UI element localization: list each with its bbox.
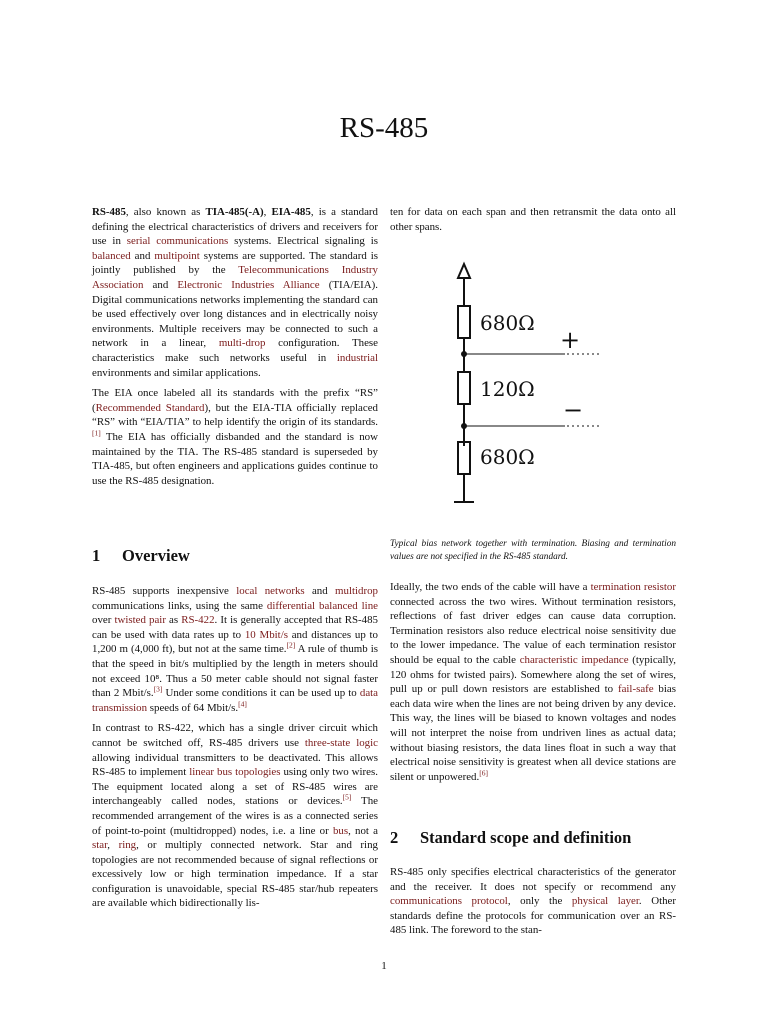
text-run: . It is generally accepted that RS-485 can be used with data rates up to	[92, 614, 378, 641]
text-run: using only two wires. The equipment located along a set of RS-485 wires are interchangeably called nodes, stations or devices.	[92, 766, 378, 808]
bold-term: TIA-485(-A)	[205, 206, 264, 218]
text-run: RS-485 only specifies electrical characteristics of the generator and the receiver. It does not specify or recommend any	[390, 866, 676, 893]
wiki-link[interactable]: physical layer	[571, 895, 639, 908]
citation-link[interactable]: [3]	[153, 684, 163, 694]
section-title: Overview	[122, 546, 190, 565]
text-run: and	[143, 278, 178, 291]
wiki-link[interactable]: multi-drop	[218, 337, 266, 350]
text-run: A rule of thumb is that the speed in bit/s multiplied by the length in meters should not exceed 10⁸. Thus a 50 meter cable should not signal faster than 2 Mbit/s.	[92, 643, 378, 700]
intro-column	[92, 205, 378, 494]
text-run: (typically, 120 ohms for twisted pairs). Somewhere along the set of wires, pull up or pull down resistors are established to	[390, 653, 676, 696]
text-run: ,	[107, 839, 119, 852]
wiki-link[interactable]: three-state logic	[304, 736, 378, 749]
text-run: over	[92, 614, 115, 627]
overview-paragraph-1	[92, 584, 378, 715]
text-run: , is a standard defining the electrical characteristics of drivers and receivers for use in	[92, 206, 378, 248]
text-run: , also known as	[125, 206, 206, 218]
section-heading-scope	[390, 828, 631, 848]
wiki-link[interactable]: multidrop	[335, 585, 378, 597]
plus-label: +	[560, 326, 581, 354]
bold-term: EIA-485	[271, 206, 311, 218]
wiki-link[interactable]: data transmission	[92, 687, 379, 714]
citation-link[interactable]: [2]	[286, 640, 296, 650]
text-run: (TIA/EIA). Digital communications networks implementing the standard can be used effectively over long distances and in electrically noisy environments. Multiple receivers may be connected to such a network in a linear,	[92, 278, 379, 350]
wiki-link[interactable]: RS-422	[181, 614, 215, 627]
text-run: systems are supported. The standard is jointly published by the	[92, 249, 379, 277]
wiki-link[interactable]: characteristic impedance	[519, 653, 629, 666]
wiki-link[interactable]: Recommended Standard	[95, 401, 205, 414]
resistor-top	[458, 306, 470, 338]
resistor-bottom-label: 680Ω	[480, 445, 535, 469]
text-run: , not a	[348, 824, 378, 837]
intro-paragraph-2	[92, 386, 378, 488]
wiki-link[interactable]: communications protocol	[390, 895, 508, 908]
text-run: ten for data on each span and then retransmit the data onto all other spans.	[390, 206, 676, 233]
text-run: ,	[263, 206, 272, 218]
resistor-middle	[458, 372, 470, 404]
text-run: systems. Electrical signaling is	[228, 235, 378, 248]
text-run: The recommended arrangement of the wires is as a connected series of point-to-point (multidropped) nodes, i.e. a line or	[92, 795, 378, 837]
wiki-link[interactable]: Telecommunications Industry Association	[92, 264, 379, 291]
text-run: speeds of 64 Mbit/s.	[147, 701, 239, 714]
text-run: configuration. These characteristics make such networks useful in	[92, 337, 378, 364]
section-number: 1	[92, 546, 101, 565]
wiki-link[interactable]: fail-safe	[617, 683, 654, 696]
scope-column	[390, 865, 676, 944]
wiki-link[interactable]: industrial	[336, 351, 378, 364]
text-run: Ideally, the two ends of the cable will have a	[390, 581, 591, 593]
text-run: , or multiply connected network. Star and ring topologies are not recommended because of signal reflections or excessively low or high termination impedance. If a star configuration is unavoidable, special RS-485 star/hub repeaters are available which bidirectionally lis-	[92, 839, 378, 910]
wiki-link[interactable]: bus	[332, 824, 349, 837]
resistor-bottom	[458, 442, 470, 474]
figure-caption: Typical bias network together with termination. Biasing and termination values are not specified in the RS-485 standard.	[390, 539, 676, 562]
minus-label: −	[563, 396, 584, 424]
text-run: . Other standards define the protocols for communication over an RS-485 link. The foreword to the stan-	[390, 895, 676, 937]
intro-paragraph-1	[92, 205, 378, 380]
citation-link[interactable]: [4]	[238, 699, 247, 709]
text-run: ), but the EIA-TIA officially replaced “RS” with “EIA/TIA” to help identify the origin of its standards.	[92, 401, 378, 429]
wiki-link[interactable]: multipoint	[154, 249, 200, 262]
wiki-link[interactable]: differential balanced line	[266, 599, 378, 612]
wiki-link[interactable]: linear bus topologies	[189, 766, 281, 779]
wiki-link[interactable]: 10 Mbit/s	[244, 628, 288, 641]
wiki-link[interactable]: serial communications	[126, 235, 229, 248]
supply-triangle-icon	[458, 264, 470, 278]
section-heading-overview	[92, 546, 190, 566]
intro-continuation	[390, 205, 676, 240]
wiki-link[interactable]: termination resistor	[590, 581, 676, 593]
text-run: connected across the two wires. Without termination resistors, reflections of fast driver edges can cause data corruption. Termination resistors also reduce electrical noise sensitivity due to the lower impedance. The value of each termination resistor should be equal to the cable	[390, 595, 676, 666]
wiki-link[interactable]: ring	[118, 839, 137, 852]
text-run: and	[130, 249, 155, 262]
section-title: Standard scope and definition	[420, 828, 632, 847]
bias-network-diagram	[440, 258, 610, 508]
text-run: RS-485 supports inexpensive	[92, 585, 237, 597]
resistor-middle-label: 120Ω	[480, 377, 535, 401]
citation-link[interactable]: [1]	[92, 428, 101, 438]
wiki-link[interactable]: Electronic Industries Alliance	[177, 278, 320, 291]
text-run: , only the	[507, 895, 572, 908]
wiki-link[interactable]: star	[92, 839, 108, 852]
page-title: RS-485	[339, 112, 429, 144]
wiki-link[interactable]: balanced	[92, 249, 131, 262]
scope-paragraph	[390, 865, 676, 938]
termination-column	[390, 580, 676, 790]
text-run: The EIA once labeled all its standards with the prefix “RS” (	[92, 387, 378, 414]
text-run: In contrast to RS-422, which has a single driver circuit which cannot be switched off, RS-485 drivers use	[92, 722, 378, 749]
text-run: bias each data wire when the lines are not being driven by any device. This way, the lines will be biased to known voltages and nodes will not interpret the noise from undriven lines as actual data; without biasing resistors, the data lines float in such a way that electrical noise sensitivity is greatest when all device stations are silent or unpowered.	[390, 683, 676, 783]
page-number: 1	[381, 960, 387, 972]
text-run: communications links, using the same	[92, 599, 267, 612]
intro-paragraph-continued	[390, 205, 676, 234]
text-run: The EIA has officially disbanded and the standard is now maintained by the TIA. The RS-485 standard is superseded by TIA-485, but often engineers and applications guides continue to use the RS-485 designation.	[92, 430, 378, 487]
text-run: environments and similar applications.	[92, 366, 261, 379]
text-run: and	[304, 585, 336, 597]
section-number: 2	[390, 828, 399, 847]
text-run: Under some conditions it can be used up to	[162, 687, 360, 700]
citation-link[interactable]: [5]	[342, 792, 352, 802]
overview-paragraph-2	[92, 721, 378, 911]
text-run: and distances up to 1,200 m (4,000 ft), but not at the same time.	[92, 628, 378, 656]
wiki-link[interactable]: local networks	[236, 585, 305, 597]
bold-term: RS-485	[92, 206, 126, 218]
resistor-top-label: 680Ω	[480, 311, 535, 335]
citation-link[interactable]: [6]	[479, 768, 488, 778]
termination-paragraph	[390, 580, 676, 784]
overview-column	[92, 584, 378, 917]
text-run: as	[165, 614, 182, 627]
wiki-link[interactable]: twisted pair	[114, 614, 166, 627]
text-run: allowing individual transmitters to be deactivated. This allows RS-485 to implement	[92, 751, 378, 779]
